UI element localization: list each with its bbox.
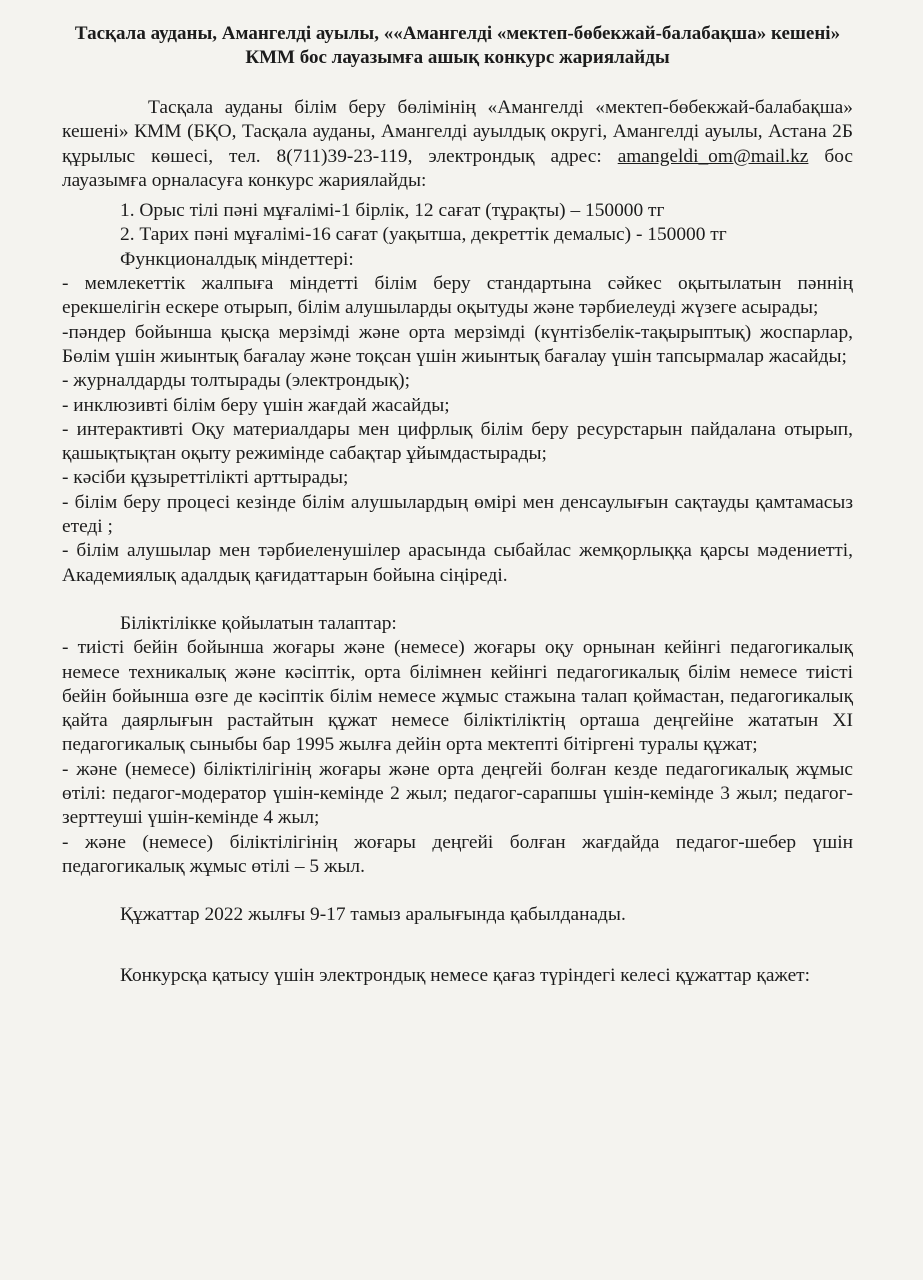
intro-text-end: бос лауазымға орналасуға конкурс жариялайды: <box>62 145 854 191</box>
intro-paragraph <box>62 96 853 193</box>
duty-item: - білім алушылар мен тәрбиеленушілер арасында сыбайлас жемқорлыққа қарсы мәдениетті, Академиялық адалдық қағидаттарын бойына сіңіреді. <box>62 540 853 586</box>
duty-item: -пәндер бойынша қысқа мерзімді және орта мерзімді (күнтізбелік-тақырыптық) жоспарлар, Бөлім үшін жиынтық бағалау және тоқсан үшін жиынтық бағалау үшін тапсырмалар жасайды; <box>62 321 853 367</box>
duty-item: - интерактивті Оқу материалдары мен цифрлық білім беру ресурстарын пайдалана отырып, қашықтықтан оқыту режимінде сабақтар ұйымдастырады; <box>62 418 853 465</box>
page-title: Тасқала ауданы, Амангелді ауылы, ««Амангелді «мектеп-бөбекжай-балабақша» кешені» КММ бос лауазымға ашық конкурс жариялайды <box>74 23 841 68</box>
duties-heading: Функционалдық міндеттері: <box>120 248 354 270</box>
duty-item: - кәсіби құзыреттілікті арттырады; <box>62 467 349 489</box>
requirements-heading: Біліктілікке қойылатын талаптар: <box>120 612 397 634</box>
duty-item: - журналдарды толтырады (электрондық); <box>62 370 410 392</box>
documents-intro: Конкурсқа қатысу үшін электрондық немесе қағаз түріндегі келесі құжаттар қажет: <box>120 964 811 986</box>
position-item: 1. Орыс тілі пәні мұғалімі-1 бірлік, 12 сағат (тұрақты) – 150000 тг <box>120 200 665 222</box>
position-item: 2. Тарих пәні мұғалімі-16 сағат (уақытша, декреттік демалыс) - 150000 тг <box>120 224 727 246</box>
duty-item: - инклюзивті білім беру үшін жағдай жасайды; <box>62 394 450 416</box>
email-link[interactable]: amangeldi_om@mail.kz <box>617 145 809 167</box>
duty-item: - білім беру процесі кезінде білім алушылардың өмірі мен денсаулығын сақтауды қамтамасыз етеді ; <box>62 491 853 538</box>
requirement-item: - және (немесе) біліктілігінің жоғары және орта деңгейі болған кезде педагогикалық жұмыс өтілі: педагог-модератор үшін-кемінде 2 жыл; педагог-сарапшы үшін-кемінде 3 жыл; педагог-зерттеуші үшін-кемінде 4 жыл; <box>62 758 853 829</box>
duty-item: - мемлекеттік жалпыға міндетті білім беру стандартына сәйкес оқытылатын пәннің ерекшелігін ескере отырып, білім алушыларды оқытуды және тәрбиелеуді жүзеге асырады; <box>62 273 853 319</box>
deadline-text: Құжаттар 2022 жылғы 9-17 тамыз аралығында қабылданады. <box>120 904 626 926</box>
requirement-item: - және (немесе) біліктілігінің жоғары деңгейі болған жағдайда педагог-шебер үшін педагогикалық жұмыс өтілі – 5 жыл. <box>62 831 853 877</box>
requirement-item: - тиісті бейін бойынша жоғары және (немесе) жоғары оқу орнынан кейінгі педагогикалық немесе техникалық және кәсіптік, орта білімнен кейінгі педагогикалық білім немесе тиісті бейін бойынша өзге де кәсіптік білім немесе жұмыс стажына талап қоймастан, педагогикалық қайта даярлығын растайтын құжат немесе біліктіліктің орташа деңгейіне жататын XI педагогикалық сыныбы бар 1995 жылға дейін орта мектепті бітіргені туралы құжат; <box>62 637 853 756</box>
intro-text: Тасқала ауданы білім беру бөлімінің «Амангелді «мектеп-бөбекжай-балабақша» кешені» КММ (БҚО, Тасқала ауданы, Амангелді ауылдық округі, Амангелді ауылы, Астана 2Б құрылыс көшесі, тел. 8(711)39-23-119, электрондық адрес: <box>62 97 853 167</box>
